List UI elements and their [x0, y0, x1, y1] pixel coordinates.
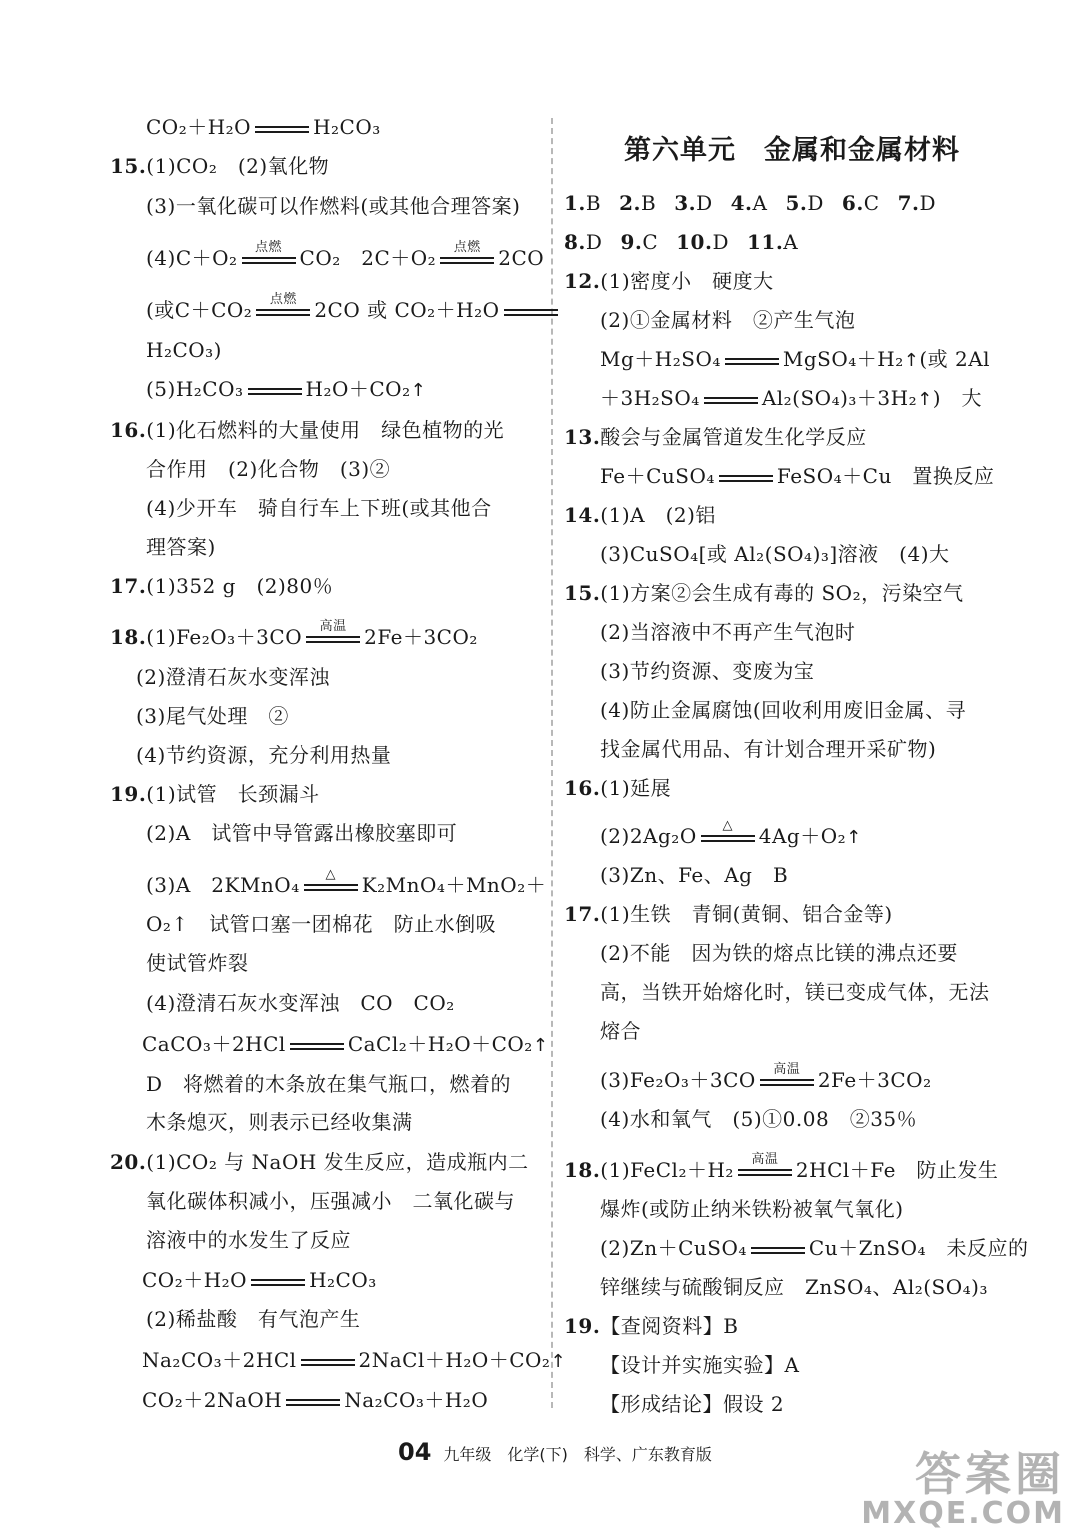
answer-line: 18.(1)FeCl₂＋H₂ 高温 2HCl＋Fe 防止发生 — [564, 1151, 999, 1182]
choice-letter: D — [712, 230, 729, 254]
question-number: 16. — [110, 418, 147, 442]
answer-line: 木条熄灭，则表示已经收集满 — [146, 1110, 413, 1134]
mc-answer — [564, 191, 601, 215]
answer-line: (4)防止金属腐蚀(回收利用废旧金属、寻 — [600, 698, 967, 722]
answer-line: 15.(1)方案②会生成有毒的 SO₂，污染空气 — [564, 581, 964, 605]
question-number: 17. — [110, 574, 147, 598]
answer-line: (3)Zn、Fe、Ag B — [600, 863, 789, 887]
mc-answer — [619, 191, 656, 215]
answer-line: 锌继续与硫酸铜反应 ZnSO₄、Al₂(SO₄)₃ — [600, 1275, 988, 1299]
mc-answer — [898, 191, 936, 215]
answer-line: CO₂＋2NaOH Na₂CO₃＋H₂O — [142, 1388, 489, 1412]
answer-line: H₂CO₃) — [146, 338, 222, 362]
answer-line: 溶液中的水发生了反应 — [146, 1228, 351, 1252]
question-number: 19. — [110, 782, 147, 806]
choice-letter: D — [696, 191, 713, 215]
answer-line: 【设计并实施实验】A — [600, 1353, 800, 1377]
answer-line: (2)当溶液中不再产生气泡时 — [600, 620, 856, 644]
question-number: 11. — [746, 230, 784, 254]
reaction-sign — [299, 1354, 357, 1370]
reaction-sign: 高温 — [758, 1074, 816, 1090]
up-arrow-icon: ↑ — [410, 380, 427, 401]
answer-line: (4)少开车 骑自行车上下班(或其他合 — [146, 496, 492, 520]
answer-line: (3)Fe₂O₃＋3CO 高温 2Fe＋3CO₂ — [600, 1061, 932, 1092]
reaction-sign: 高温 — [304, 631, 362, 647]
mc-answer — [747, 230, 798, 254]
answer-line: 氧化碳体积减小，压强减小 二氧化碳与 — [146, 1189, 515, 1213]
question-number: 3. — [674, 191, 697, 215]
page-number: 04 — [398, 1438, 432, 1466]
answer-line: 熔合 — [600, 1019, 641, 1043]
answer-line: 19.(1)试管 长颈漏斗 — [110, 782, 320, 806]
watermark-logo — [861, 1447, 1065, 1531]
question-number: 6. — [841, 191, 864, 215]
answer-line: (3)尾气处理 ② — [136, 704, 289, 728]
answer-line: 17.(1)生铁 青铜(黄铜、铝合金等) — [564, 902, 893, 926]
question-number: 4. — [730, 191, 753, 215]
answer-line: (2)不能 因为铁的熔点比镁的沸点还要 — [600, 941, 958, 965]
answer-line: 16.(1)延展 — [564, 776, 672, 800]
mc-answer — [564, 230, 602, 254]
answer-line: D 将燃着的木条放在集气瓶口，燃着的 — [146, 1072, 512, 1096]
reaction-sign — [723, 353, 781, 369]
answer-line: (2)①金属材料 ②产生气泡 — [600, 308, 856, 332]
answer-line: (4)澄清石灰水变浑浊 CO CO₂ — [146, 991, 455, 1015]
question-number: 5. — [785, 191, 808, 215]
watermark-text: 答案圈 — [915, 1447, 1065, 1501]
choice-letter: C — [863, 191, 880, 215]
choice-letter: D — [585, 230, 603, 254]
answer-line: 19.【查阅资料】B — [564, 1314, 739, 1338]
question-number: 18. — [110, 625, 147, 649]
multiple-choice-answers — [564, 189, 954, 217]
answer-line: Na₂CO₃＋2HCl 2NaCl＋H₂O＋CO₂↑ — [142, 1348, 567, 1372]
answer-line: (2)2Ag₂O △ 4Ag＋O₂↑ — [600, 817, 862, 848]
answer-line: (3)CuSO₄[或 Al₂(SO₄)₃]溶液 (4)大 — [600, 542, 950, 566]
answer-line: (2)Zn＋CuSO₄ Cu＋ZnSO₄ 未反应的 — [600, 1236, 1029, 1260]
answer-line: Fe＋CuSO₄ FeSO₄＋Cu 置换反应 — [600, 464, 995, 488]
question-number: 15. — [564, 581, 601, 605]
reaction-sign — [717, 470, 775, 486]
answer-line: (5)H₂CO₃ H₂O＋CO₂↑ — [146, 377, 427, 401]
unit-title: 第六单元 金属和金属材料 — [624, 135, 960, 166]
question-number: 7. — [897, 191, 920, 215]
reaction-sign — [702, 392, 760, 408]
answer-line: 15.(1)CO₂ (2)氧化物 — [110, 154, 330, 178]
question-number: 18. — [564, 1158, 601, 1182]
question-number: 13. — [564, 425, 601, 449]
answer-line: (2)澄清石灰水变浑浊 — [136, 665, 330, 689]
up-arrow-icon: ↑ — [917, 389, 933, 410]
up-arrow-icon: ↑ — [903, 350, 920, 371]
question-number: 14. — [564, 503, 601, 527]
choice-letter: B — [640, 191, 657, 215]
answer-line: 12.(1)密度小 硬度大 — [564, 269, 774, 293]
answer-line: (3)A 2KMnO₄ △ K₂MnO₄＋MnO₂＋ — [146, 866, 547, 897]
footer-text: 九年级 化学(下) 科学、广东教育版 — [443, 1445, 712, 1464]
choice-letter: A — [752, 191, 768, 215]
answer-line: CO₂＋H₂O H₂CO₃ — [142, 1268, 377, 1292]
up-arrow-icon: ↑ — [532, 1035, 549, 1056]
reaction-sign — [284, 1394, 342, 1410]
answer-line: 【形成结论】假设 2 — [600, 1392, 785, 1416]
question-number: 12. — [564, 269, 601, 293]
reaction-sign: 高温 — [736, 1164, 794, 1180]
page-footer — [398, 1438, 712, 1466]
answer-line: 高，当铁开始熔化时，镁已变成气体，无法 — [600, 980, 990, 1004]
reaction-sign: △ — [699, 830, 757, 846]
choice-letter: D — [807, 191, 824, 215]
choice-letter: D — [919, 191, 937, 215]
reaction-sign: △ — [302, 879, 360, 895]
answer-line: 13.酸会与金属管道发生化学反应 — [564, 425, 867, 449]
answer-line: CO₂＋H₂O H₂CO₃ — [146, 115, 381, 139]
question-number: 15. — [110, 154, 147, 178]
choice-letter: B — [585, 191, 602, 215]
question-number: 10. — [676, 230, 713, 254]
reaction-sign — [246, 383, 304, 399]
answer-line: (2)稀盐酸 有气泡产生 — [146, 1307, 361, 1331]
mc-answer — [674, 191, 712, 215]
answer-line: (2)A 试管中导管露出橡胶塞即可 — [146, 821, 458, 845]
answer-line: (3)节约资源、变废为宝 — [600, 659, 815, 683]
answer-line: 14.(1)A (2)铝 — [564, 503, 716, 527]
answer-line: (3)一氧化碳可以作燃料(或其他合理答案) — [146, 194, 521, 218]
choice-letter: A — [783, 230, 799, 254]
answer-line: (4)节约资源，充分利用热量 — [136, 743, 392, 767]
question-number: 16. — [564, 776, 601, 800]
up-arrow-icon: ↑ — [550, 1351, 567, 1372]
answer-line: 20.(1)CO₂ 与 NaOH 发生反应，造成瓶内二 — [110, 1150, 529, 1174]
answer-line: (4)水和氧气 (5)①0.08 ②35％ — [600, 1107, 918, 1131]
question-number: 8. — [564, 230, 586, 254]
reaction-sign — [502, 304, 560, 320]
answer-line: 理答案) — [146, 535, 216, 559]
reaction-sign: 点燃 — [254, 304, 312, 320]
answer-line: 使试管炸裂 — [146, 951, 249, 975]
up-arrow-icon: ↑ — [846, 827, 862, 848]
answer-line: 合作用 (2)化合物 (3)② — [146, 457, 391, 481]
answer-line: 16.(1)化石燃料的大量使用 绿色植物的光 — [110, 418, 505, 442]
choice-letter: C — [642, 230, 659, 254]
answer-line: Mg＋H₂SO₄ MgSO₄＋H₂↑(或 2Al — [600, 347, 991, 371]
answer-line: (4)C＋O₂ 点燃 CO₂ 2C＋O₂ 点燃 2CO — [146, 239, 545, 270]
answer-line: ＋3H₂SO₄ Al₂(SO₄)₃＋3H₂↑) 大 — [600, 386, 982, 410]
reaction-sign — [253, 121, 311, 137]
mc-answer — [731, 191, 768, 215]
question-number: 1. — [564, 191, 586, 215]
mc-answer — [676, 230, 729, 254]
answer-line: 18.(1)Fe₂O₃＋3CO 高温 2Fe＋3CO₂ — [110, 618, 478, 649]
question-number: 2. — [619, 191, 641, 215]
multiple-choice-answers — [564, 228, 816, 256]
question-number: 20. — [110, 1150, 147, 1174]
reaction-sign — [749, 1242, 807, 1258]
answer-line: CaCO₃＋2HCl CaCl₂＋H₂O＋CO₂↑ — [142, 1032, 549, 1056]
reaction-sign: 点燃 — [240, 252, 298, 268]
mc-answer — [842, 191, 880, 215]
reaction-sign: 点燃 — [438, 252, 496, 268]
mc-answer — [620, 230, 658, 254]
watermark-url: MXQE.COM — [861, 1496, 1065, 1531]
question-number: 19. — [564, 1314, 601, 1338]
answer-line: (或C＋CO₂ 点燃 2CO 或 CO₂＋H₂O — [146, 296, 562, 324]
mc-answer — [785, 191, 823, 215]
answer-line: 找金属代用品、有计划合理开采矿物) — [600, 737, 937, 761]
question-number: 9. — [620, 230, 643, 254]
reaction-sign — [249, 1274, 307, 1290]
answer-line: O₂↑ 试管口塞一团棉花 防止水倒吸 — [146, 912, 497, 936]
question-number: 17. — [564, 902, 601, 926]
answer-line: 17.(1)352 g (2)80％ — [110, 574, 334, 598]
answer-line: 爆炸(或防止纳米铁粉被氧气氧化) — [600, 1197, 904, 1221]
reaction-sign — [288, 1038, 346, 1054]
